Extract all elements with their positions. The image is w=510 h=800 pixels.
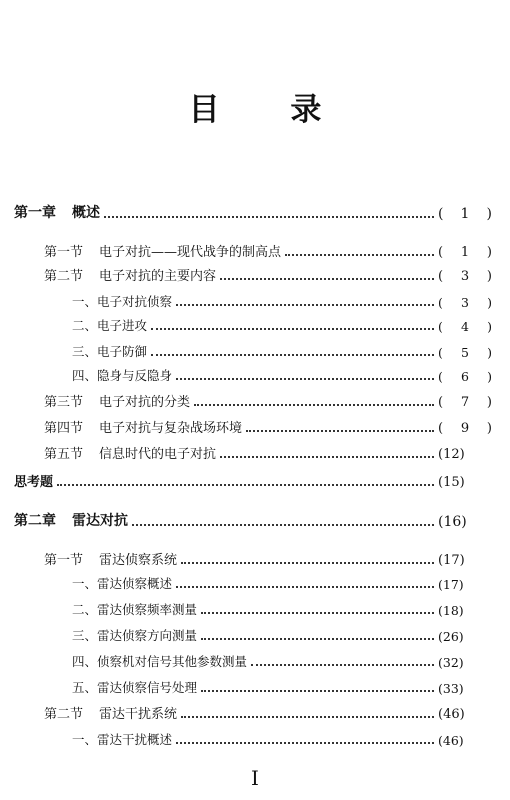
toc-entry-number: 第一章 [14, 205, 56, 221]
page-number-footer: I [251, 766, 259, 790]
toc-entry-subsection [14, 312, 492, 334]
toc-entry-page: ( 5 ) [438, 345, 492, 360]
toc-entry-section [14, 388, 492, 410]
toc-entry-subsection [14, 648, 492, 670]
toc-entry-subsection [14, 362, 492, 384]
toc-entry-number: 第五节 [44, 447, 84, 462]
toc-entry-page: (17) [438, 553, 465, 568]
dot-leader [176, 741, 434, 744]
toc-entry-title: 电子对抗的主要内容 [99, 269, 217, 284]
dot-leader [104, 215, 434, 218]
dot-leader [181, 561, 434, 564]
toc-entry-page: ( 9 ) [438, 421, 492, 436]
toc-entry-title: 信息时代的电子对抗 [99, 447, 217, 462]
toc-entry-number: 第一节 [44, 553, 84, 568]
dot-leader [201, 689, 434, 692]
toc-entry-section [14, 238, 492, 260]
toc-entry-subsection [14, 726, 492, 748]
dot-leader [285, 253, 434, 256]
toc-entry-page: (16) [438, 514, 467, 530]
toc-entry-number: 第一节 [44, 245, 84, 260]
toc-entry-section [14, 414, 492, 436]
toc-entry-review [14, 468, 492, 490]
toc-entry-page: (26) [438, 629, 464, 644]
toc-entry-page: ( 3 ) [438, 295, 492, 310]
toc-entry-number: 第二节 [44, 707, 84, 722]
toc-entry-title: 概述 [72, 205, 100, 221]
toc-entry-page: (18) [438, 603, 464, 618]
toc-entry-page: (15) [438, 475, 465, 490]
toc-entry-subsection [14, 674, 492, 696]
toc-entry-subsection [14, 596, 492, 618]
toc-entry-title: 雷达侦察系统 [99, 553, 178, 568]
toc-entry-page: ( 1 ) [438, 206, 492, 222]
toc-entry-subsection [14, 288, 492, 310]
dot-leader [132, 523, 434, 526]
dot-leader [194, 403, 434, 406]
dot-leader [251, 663, 434, 666]
toc-entry-subsection [14, 338, 492, 360]
toc-entry-page: (12) [438, 447, 465, 462]
toc-entry-page: (33) [438, 681, 464, 696]
dot-leader [181, 715, 434, 718]
dot-leader [176, 377, 434, 380]
toc-entry-title: 电子对抗的分类 [99, 395, 191, 410]
toc-entry-number: 第三节 [44, 395, 84, 410]
toc-entry-page: ( 6 ) [438, 369, 492, 384]
toc-entry-title: 思考题 [14, 475, 54, 490]
toc-entry-number: 第四节 [44, 421, 84, 436]
toc-entry-page: (17) [438, 577, 464, 592]
toc-entry-chapter [14, 200, 492, 222]
toc-entry-title: 三、雷达侦察方向测量 [72, 628, 198, 643]
toc-entry-title: 二、电子进攻 [72, 318, 148, 333]
toc-entry-page: (32) [438, 655, 464, 670]
toc-entry-number: 第二章 [14, 513, 56, 529]
dot-leader [57, 483, 434, 486]
toc-entry-number: 第二节 [44, 269, 84, 284]
toc-entry-title: 四、隐身与反隐身 [72, 368, 173, 383]
toc-entry-page: ( 1 ) [438, 245, 492, 260]
toc-entry-page: (46) [438, 733, 464, 748]
dot-leader [176, 303, 434, 306]
dot-leader [220, 455, 434, 458]
toc-entry-section [14, 546, 492, 568]
toc-entry-page: (46) [438, 707, 465, 722]
page-title: 目 录 [188, 92, 352, 128]
toc-entry-title: 二、雷达侦察频率测量 [72, 602, 198, 617]
toc-entry-title: 雷达干扰系统 [99, 707, 178, 722]
toc-entry-title: 电子对抗与复杂战场环境 [99, 421, 243, 436]
dot-leader [151, 327, 434, 330]
toc-entry-subsection [14, 622, 492, 644]
toc-entry-page: ( 4 ) [438, 319, 492, 334]
toc-entry-section [14, 262, 492, 284]
dot-leader [201, 611, 434, 614]
toc-entry-title: 一、雷达侦察概述 [72, 576, 173, 591]
dot-leader [220, 277, 434, 280]
toc-entry-title: 电子对抗——现代战争的制高点 [99, 245, 282, 260]
dot-leader [151, 353, 434, 356]
toc-entry-section [14, 440, 492, 462]
dot-leader [176, 585, 434, 588]
toc-entry-title: 五、雷达侦察信号处理 [72, 680, 198, 695]
toc-entry-chapter [14, 508, 492, 530]
toc-entry-title: 一、雷达干扰概述 [72, 732, 173, 747]
toc-entry-subsection [14, 570, 492, 592]
toc-entry-section [14, 700, 492, 722]
dot-leader [246, 429, 434, 432]
toc-entry-page: ( 7 ) [438, 395, 492, 410]
dot-leader [201, 637, 434, 640]
toc-entry-title: 雷达对抗 [72, 513, 128, 529]
toc-entry-title: 一、电子对抗侦察 [72, 294, 173, 309]
toc-entry-page: ( 3 ) [438, 269, 492, 284]
toc-entry-title: 四、侦察机对信号其他参数测量 [72, 654, 248, 669]
toc-entry-title: 三、电子防御 [72, 344, 148, 359]
